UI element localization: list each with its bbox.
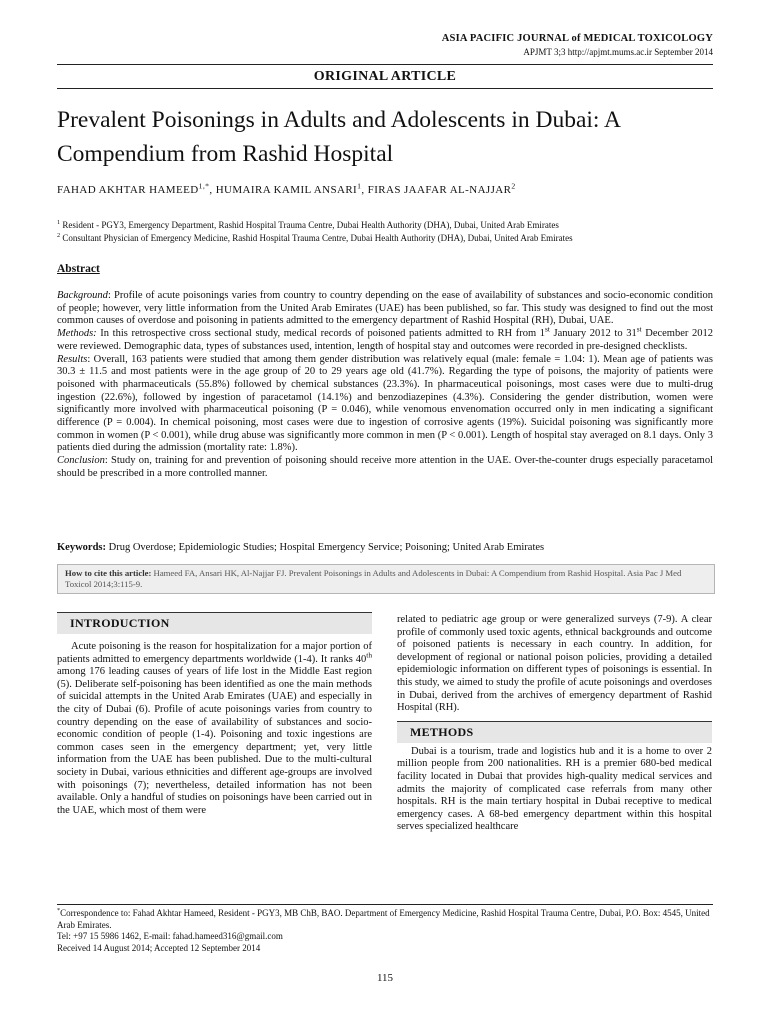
citation-box bbox=[57, 564, 715, 594]
keywords bbox=[57, 542, 713, 553]
abstract-body bbox=[57, 290, 713, 481]
methods-sup-2: st bbox=[636, 324, 642, 334]
introduction-paragraph-2: related to pediatric age group or were generalized surveys (7-9). A clear profile of commonly used toxic agents, ethnical backgrounds and outcome of poisoned patients is necessary in each country. In addition, for development of regional or national poison policies, providing a detailed epidemiologic information on different types of poisonings is essential. In this study, we aimed to study the profile of acute poisonings and overdoses in Dubai, derived from the archives of emergency department of Rashid Hospital (RH). bbox=[397, 614, 712, 714]
author-1: FAHAD AKHTAR HAMEED bbox=[57, 184, 199, 196]
intro-text-a: Acute poisoning is the reason for hospitalization for a major portion of patients admitted to emergency departments worldwide (1-4). It ranks 40 bbox=[57, 641, 372, 665]
affiliation-2-num: 2 bbox=[57, 232, 61, 239]
right-column bbox=[397, 614, 712, 834]
introduction-heading-text: INTRODUCTION bbox=[70, 616, 170, 630]
results-label: Results bbox=[57, 353, 88, 365]
author-3-sup: 2 bbox=[511, 181, 516, 191]
affiliation-1-text: Resident - PGY3, Emergency Department, Rashid Hospital Trauma Centre, Dubai Health Authority (DHA), Dubai, United Arab Emirates bbox=[60, 220, 559, 230]
methods-heading bbox=[397, 721, 712, 743]
affiliations bbox=[57, 219, 717, 245]
introduction-heading bbox=[57, 612, 372, 634]
abstract-conclusion bbox=[57, 455, 713, 480]
keywords-text: Drug Overdose; Epidemiologic Studies; Hospital Emergency Service; Poisoning; United Arab Emirates bbox=[106, 542, 545, 553]
conclusion-label: Conclusion bbox=[57, 455, 105, 467]
intro-text-b: among 176 leading causes of years of life lost in the Middle East region (5). Deliberate self-poisoning has been identified as one the main methods of suicidal attempts in the United Arab Emirates (UAE) and especially in the city of Dubai (6). Profile of acute poisonings varies from country to country depending on the ease of availability of substances and socio-economic condition of people (1-4). Poisoning and toxic ingestions are common cases seen in the emergency department; yet, very little information from the UAE has been published. Due to the multi-cultural society in Dubai, various ethnicities and different age-groups are involved with poisonings (7); nevertheless, detailed information has not been available. Only a handful of studies on poisonings have been carried out in the UAE, which most of them were bbox=[57, 666, 372, 816]
footnote-dates: Received 14 August 2014; Accepted 12 September 2014 bbox=[57, 942, 261, 953]
abstract-background bbox=[57, 290, 713, 328]
affiliation-1-num: 1 bbox=[57, 219, 61, 226]
article-type: ORIGINAL ARTICLE bbox=[313, 69, 457, 84]
author-list bbox=[57, 181, 713, 196]
abstract-results bbox=[57, 354, 713, 456]
methods-label: Methods: bbox=[57, 328, 97, 340]
keywords-label: Keywords: bbox=[57, 542, 106, 553]
author-1-sup: 1,* bbox=[198, 181, 210, 191]
journal-name: ASIA PACIFIC JOURNAL of MEDICAL TOXICOLOGY bbox=[441, 33, 713, 44]
footnote-line-1: Correspondence to: Fahad Akhtar Hameed, Resident - PGY3, MB ChB, BAO. Department of Emergency Medicine, Rashid Hospital Trauma Centre, Dubai, P.O. Box: 4545, United Arab Emirates. bbox=[57, 908, 710, 930]
citation-text: Hameed FA, Ansari HK, Al-Najjar FJ. Prevalent Poisonings in Adults and Adolescents in Dubai: A Compendium from Rashid Hospital. Asia Pac J Med Toxicol 2014;3:115-9. bbox=[65, 568, 682, 589]
page-number: 115 bbox=[376, 972, 394, 984]
affiliation-1 bbox=[57, 219, 717, 232]
left-column bbox=[57, 612, 372, 817]
abstract-heading: Abstract bbox=[57, 263, 100, 275]
citation-label: How to cite this article: bbox=[65, 568, 152, 578]
author-2: , HUMAIRA KAMIL ANSARI bbox=[209, 184, 358, 196]
footnote-rule bbox=[57, 904, 713, 905]
author-3: , FIRAS JAAFAR AL-NAJJAR bbox=[361, 184, 512, 196]
methods-paragraph-1: Dubai is a tourism, trade and logistics hub and it is a home to over 2 million people from 200 nationalities. RH is a premier 680-bed medical facility located in Dubai that provides high-quality medical services and admits the majority of complicated case referrals from many other hospitals. RH is the main tertiary hospital in Dubai receptive to medical emergency cases. A 68-bed emergency department within this hospital serves specialized healthcare bbox=[397, 745, 712, 833]
methods-text-2: January 2012 to 31 bbox=[549, 328, 637, 340]
methods-text-3: December 2012 were reviewed. Demographic data, types of substances used, intention, length of hospital stay and outcomes were recorded in pre-designed checklists. bbox=[57, 328, 713, 352]
methods-heading-text: METHODS bbox=[410, 724, 474, 739]
abstract-methods bbox=[57, 324, 713, 353]
article-title: Prevalent Poisonings in Adults and Adolescents in Dubai: A Compendium from Rashid Hospital bbox=[57, 107, 620, 167]
methods-text-1: In this retrospective cross sectional study, medical records of poisoned patients admitted to RH from 1 bbox=[96, 328, 545, 340]
results-text: : Overall, 163 patients were studied that among them gender distribution was relatively equal (male: female = 1.04: 1). Mean age of patients was 30.3 ± 11.5 and most patients were in the age group of 20 to 29 years age old (41.7%). Regarding the type of poisons, the majority of patients were poisoned with pharmaceuticals (55.8%) followed by chemical substances (23.3%). In pharmaceutical poisonings, most cases were due to multi-drug ingestion (22.6%), followed by ingestion of paracetamol (14.1%) and benzodiazepines (4.3%). Considering the gender distribution, women were significantly more involved with pharmaceutical poisoning (P = 0.046), while venomous envenomation occurred only in men indicating a significant difference (P = 0.004). In chemical poisoning, most cases were due to ingestion of corrosive agents (19%). Suicidal poisoning was significantly more common in women (P < 0.001), while drug abuse was significantly more common in men (P < 0.001). Length of hospital stay averaged on 8.1 days. Only 3 patients died during the admission (mortality rate: 1.8%). bbox=[57, 353, 713, 454]
footnote-correspondence bbox=[57, 908, 717, 931]
footnote-star: * bbox=[57, 907, 61, 914]
background-label: Background bbox=[57, 290, 108, 301]
footnote bbox=[57, 908, 717, 954]
header-rule-top bbox=[57, 64, 713, 65]
journal-meta: APJMT 3;3 http://apjmt.mums.ac.ir September 2014 bbox=[523, 47, 713, 57]
affiliation-2 bbox=[57, 232, 717, 245]
affiliation-2-text: Consultant Physician of Emergency Medicine, Rashid Hospital Trauma Centre, Dubai Health Authority (DHA), Dubai, United Arab Emirates bbox=[60, 233, 573, 243]
introduction-paragraph-1 bbox=[57, 641, 372, 817]
methods-sup-1: st bbox=[544, 324, 550, 334]
author-2-sup: 1 bbox=[357, 181, 362, 191]
footnote-contact: Tel: +97 15 5986 1462, E-mail: fahad.hameed316@gmail.com bbox=[57, 931, 283, 941]
conclusion-text: : Study on, training for and prevention of poisoning should receive more attention in the UAE. Over-the-counter drugs especially paracetamol should be prescribed in a more controlled manner. bbox=[57, 455, 713, 479]
background-text: : Profile of acute poisonings varies from country to country depending on the ease of availability of substances and socio-economic condition of people; however, very little information from the United Arab Emirates (UAE) has been published, so far. This study was designed to find out the most common causes of overdose and poisoning in patients admitted to the emergency department of Rashid Hospital (RH), Dubai, UAE. bbox=[57, 290, 713, 327]
intro-sup: th bbox=[366, 650, 372, 660]
header-rule-bottom bbox=[57, 88, 713, 89]
